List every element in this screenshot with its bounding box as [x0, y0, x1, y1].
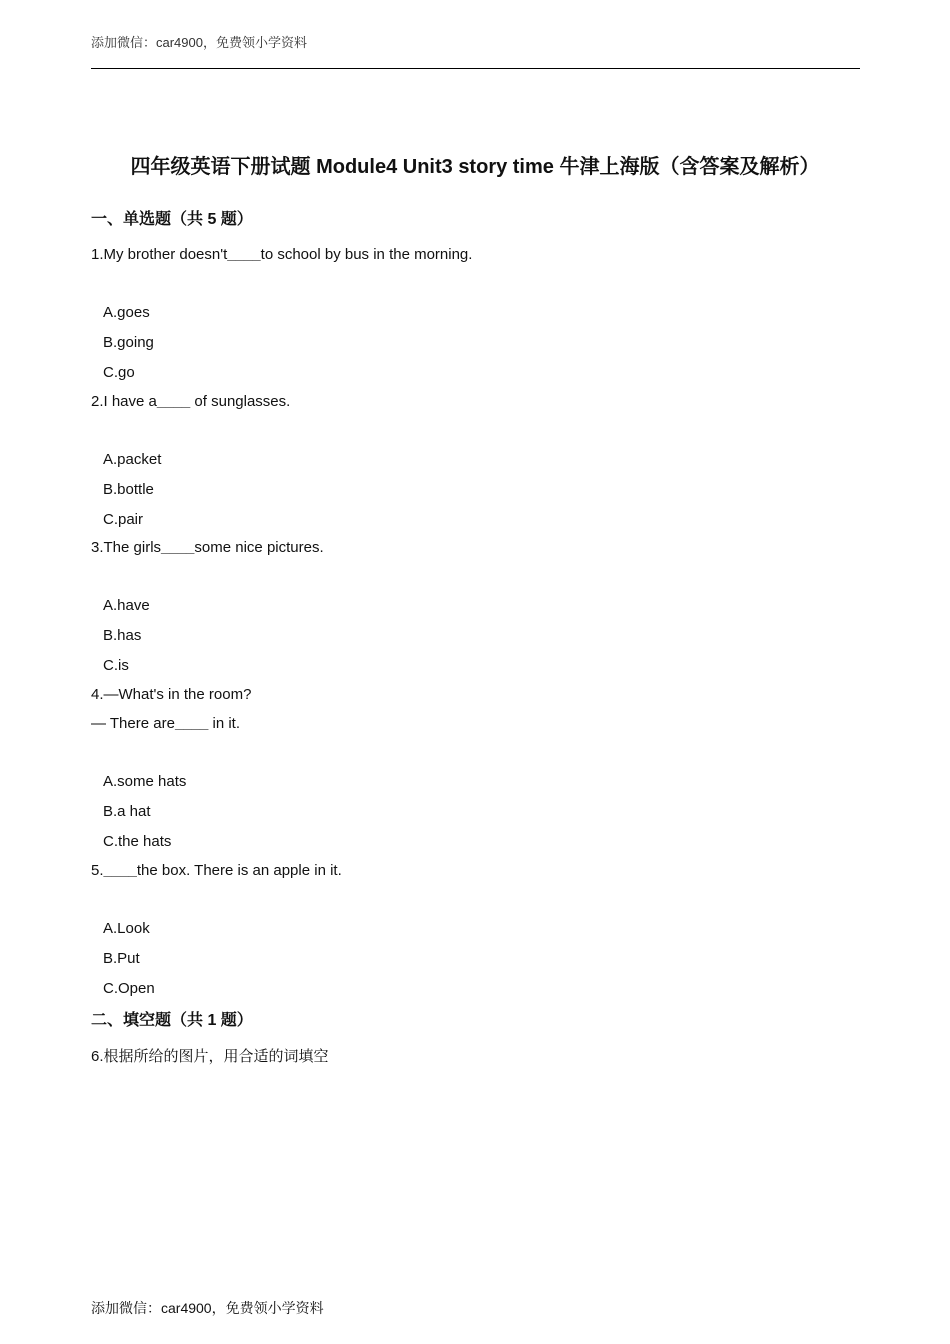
question-1-option-c: C.go: [103, 364, 135, 381]
question-6: 6.根据所给的图片，用合适的词填空: [91, 1048, 329, 1065]
section-heading-single-choice: 一、单选题（共 5 题）: [91, 211, 253, 228]
answer-blank: ____: [227, 246, 261, 263]
header-divider: [91, 68, 860, 69]
question-4-option-b: B.a hat: [103, 803, 151, 820]
question-1-option-a: A.goes: [103, 304, 150, 321]
question-text: to school by bus in the morning.: [260, 246, 473, 263]
answer-blank: ____: [156, 393, 191, 410]
question-text: 5.: [91, 862, 104, 879]
question-5: [91, 861, 342, 881]
question-4-option-c: C.the hats: [103, 833, 172, 850]
question-3-option-a: A.have: [103, 597, 150, 614]
question-text: 3.The girls: [91, 539, 162, 556]
section-heading-fill-blank: 二、填空题（共 1 题）: [91, 1012, 253, 1029]
question-3-option-c: C.is: [103, 657, 129, 674]
question-text: some nice pictures.: [194, 539, 324, 556]
question-2-option-a: A.packet: [103, 451, 162, 468]
question-4-line-1: 4.—What's in the room?: [91, 686, 252, 703]
question-1: [91, 245, 472, 265]
question-1-option-b: B.going: [103, 334, 154, 351]
question-2: [91, 392, 290, 412]
question-text: 1.My brother doesn't: [91, 246, 228, 263]
question-text: in it.: [208, 715, 240, 732]
question-2-option-b: B.bottle: [103, 481, 154, 498]
question-3: [91, 538, 324, 558]
question-4-option-a: A.some hats: [103, 773, 187, 790]
question-text: — There are: [91, 715, 175, 732]
question-5-option-c: C.Open: [103, 980, 155, 997]
answer-blank: ____: [103, 862, 137, 879]
question-text: 2.I have a: [91, 393, 157, 410]
answer-blank: ____: [174, 715, 209, 732]
question-2-option-c: C.pair: [103, 511, 144, 528]
question-5-option-a: A.Look: [103, 920, 150, 937]
answer-blank: ____: [161, 539, 195, 556]
document-title: 四年级英语下册试题 Module4 Unit3 story time 牛津上海版（含答案及解析）: [130, 156, 820, 178]
question-text: the box. There is an apple in it.: [136, 862, 342, 879]
question-3-option-b: B.has: [103, 627, 142, 644]
question-text: of sunglasses.: [190, 393, 291, 410]
page-footer-text: 添加微信：car4900，免费领小学资料: [91, 1300, 324, 1316]
page-header-text: 添加微信：car4900，免费领小学资料: [91, 35, 307, 50]
question-4-line-2: [91, 714, 240, 734]
question-5-option-b: B.Put: [103, 950, 140, 967]
